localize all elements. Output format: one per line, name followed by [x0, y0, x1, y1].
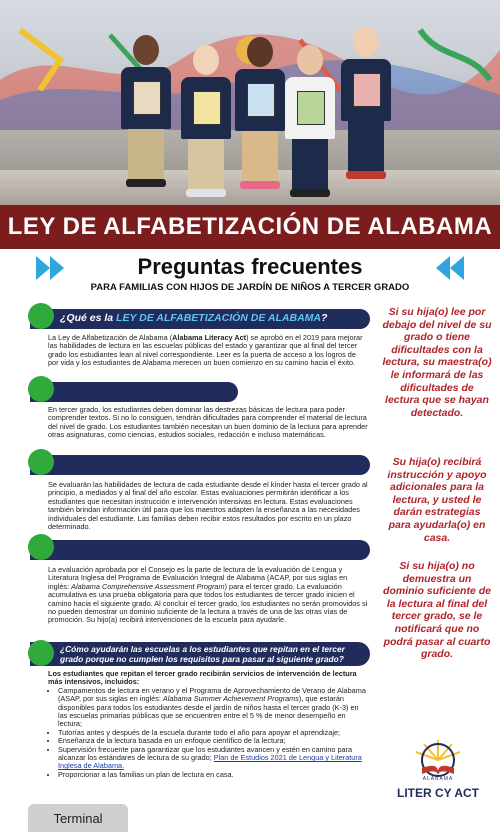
intervention-list — [48, 670, 368, 779]
green-dot-icon — [28, 376, 54, 402]
child-4 — [282, 45, 338, 205]
title-banner — [0, 205, 500, 249]
green-dot-icon — [28, 449, 54, 475]
answer-2: En tercer grado, los estudiantes deben dominar las destrezas básicas de lectura para poder comprender textos. Si no lo consiguen, tendrán dificultades para comprender el material de lectura del nivel de grado. Los estudiantes también necesitan un buen dominio de la lectura para aprender otras asignaturas, como ciencias, estudios sociales, redacción e incluso matemáticas. — [48, 405, 368, 440]
green-dot-icon — [28, 640, 54, 666]
answer-3: Se evaluarán las habilidades de lectura de cada estudiante desde el kínder hasta el tercer grado al principio, a mediados y al final del año escolar. Estas evaluaciones permitirán identificar a los estudiantes que necesitan instrucción e intervención intensivas en lectura. Estas evaluaciones también brindan información útil para que los maestros adapten la enseñanza a las necesidades individuales del estudiante. Las familias deben recibir estos resultados por escrito en un plazo determinado. — [48, 480, 368, 532]
question-bar-3 — [30, 455, 370, 475]
child-5 — [338, 27, 394, 205]
sidebar-note-3: Si su hija(o) no demuestra un dominio suficiente de la lectura al final del tercer grado, se le notificará que no podrá pasar al cuarto grado. — [383, 560, 491, 661]
list-item: • Supervisión frecuente para garantizar que los estudiantes avancen y estén en camino para alcanzar los estándares de lectura de su grado; Plan de Estudios 2021 de Lengua y Literatura Inglesa de Alabama. — [58, 746, 368, 771]
list-intro: Los estudiantes que repitan el tercer grado recibirán servicios de intervención de lectura más intensivos, incluidos: — [48, 669, 357, 687]
question-5-text: ¿Cómo ayudarán las escuelas a los estudiantes que repitan en el tercer grado porque no cumplen los requisitos para pasar al siguiente grado? — [60, 644, 345, 664]
list-item: • Tutorías antes y después de la escuela durante todo el año para apoyar el aprendizaje; — [58, 729, 368, 737]
question-bar-1 — [30, 309, 370, 329]
green-dot-icon — [28, 303, 54, 329]
page-title: LEY DE ALFABETIZACIÓN DE ALABAMA — [7, 213, 493, 240]
logo-name: LITER CY ACT — [396, 786, 479, 800]
child-1 — [118, 35, 174, 205]
double-chevron-right-icon — [36, 256, 74, 280]
sidebar-note-1: Si su hija(o) lee por debajo del nivel de su grado o tiene dificultades con la lectura, su maestra(o) le informará de las dificultades de lectura que se hayan detectado. — [382, 306, 492, 419]
subhead-row — [0, 252, 500, 282]
list-item: • Enseñanza de la lectura basada en un enfoque científico de la lectura; — [58, 737, 368, 745]
hero-photo — [0, 0, 500, 205]
sidebar-note-2: Su hija(o) recibirá instrucción y apoyo adicionales para la lectura, y usted le darán estrategias para ayudarla(o) en casa. — [387, 456, 487, 544]
answer-1: La Ley de Alfabetización de Alabama (Alabama Literacy Act) se aprobó en el 2019 para mejorar las habilidades de lectura en las escuelas públicas del estado y garantizar que al final del tercer grado los estudiantes lean al nivel correspondiente. Leer es la puerta de acceso a los logros de por vida y los estudiantes de Alabama merecen un buen comienzo en su camino hacia el éxito. — [48, 333, 363, 368]
question-bar-4 — [30, 540, 370, 560]
answer-4: La evaluación aprobada por el Consejo es la parte de lectura de la evaluación de Lengua y Literatura Inglesa del Programa de Evaluación Integral de Alabama (ACAP, por sus siglas en inglés: Alabama Comprehensive Assessment Program) para el tercer grado. La evaluación acumulativa es una prueba obligatoria para que todos los estudiantes de tercer grado inicien el camino hacia el siguiente grado. Al concluir el tercer grado, los estudiantes no serán promovidos si no pueden demostrar un dominio suficiente de la lectura a través de una de las otras vías de promoción. Su hijo(a) recibirá intervenciones de la escuela para ayudarle. — [48, 565, 368, 625]
book-sunburst-icon — [388, 738, 488, 778]
child-3 — [232, 37, 288, 205]
green-dot-icon — [28, 534, 54, 560]
question-bar-5 — [30, 642, 370, 666]
double-chevron-left-icon — [426, 256, 464, 280]
literacy-act-logo — [388, 738, 488, 814]
list-item: • Campamentos de lectura en verano y el Programa de Aprovechamiento de Verano de Alabama (ASAP, por sus siglas en inglés: Alabama Summer Achievement Programs), que estarán disponibles para todos los estudiantes desde el jardín de niños hasta el tercer grado (K-3) en las escuelas primarias públicas que se encuentren entre el 5 % de menor desempeño en lectura; — [58, 687, 368, 729]
terminal-tab[interactable]: Terminal — [28, 804, 128, 832]
audience-subtitle: PARA FAMILIAS CON HIJOS DE JARDÍN DE NIÑOS A TERCER GRADO — [90, 282, 410, 293]
child-2 — [178, 45, 234, 205]
list-item: • Proporcionar a las familias un plan de lectura en casa. — [58, 771, 368, 779]
logo-small-text: ALABAMA — [422, 776, 454, 782]
subtitle: Preguntas frecuentes — [137, 254, 363, 279]
curriculum-link[interactable]: Plan de Estudios 2021 de Lengua y Literatura Inglesa de Alabama. — [58, 753, 362, 771]
question-1-text: ¿Qué es la LEY DE ALFABETIZACIÓN DE ALABAMA? — [60, 312, 328, 324]
question-bar-2 — [30, 382, 238, 402]
